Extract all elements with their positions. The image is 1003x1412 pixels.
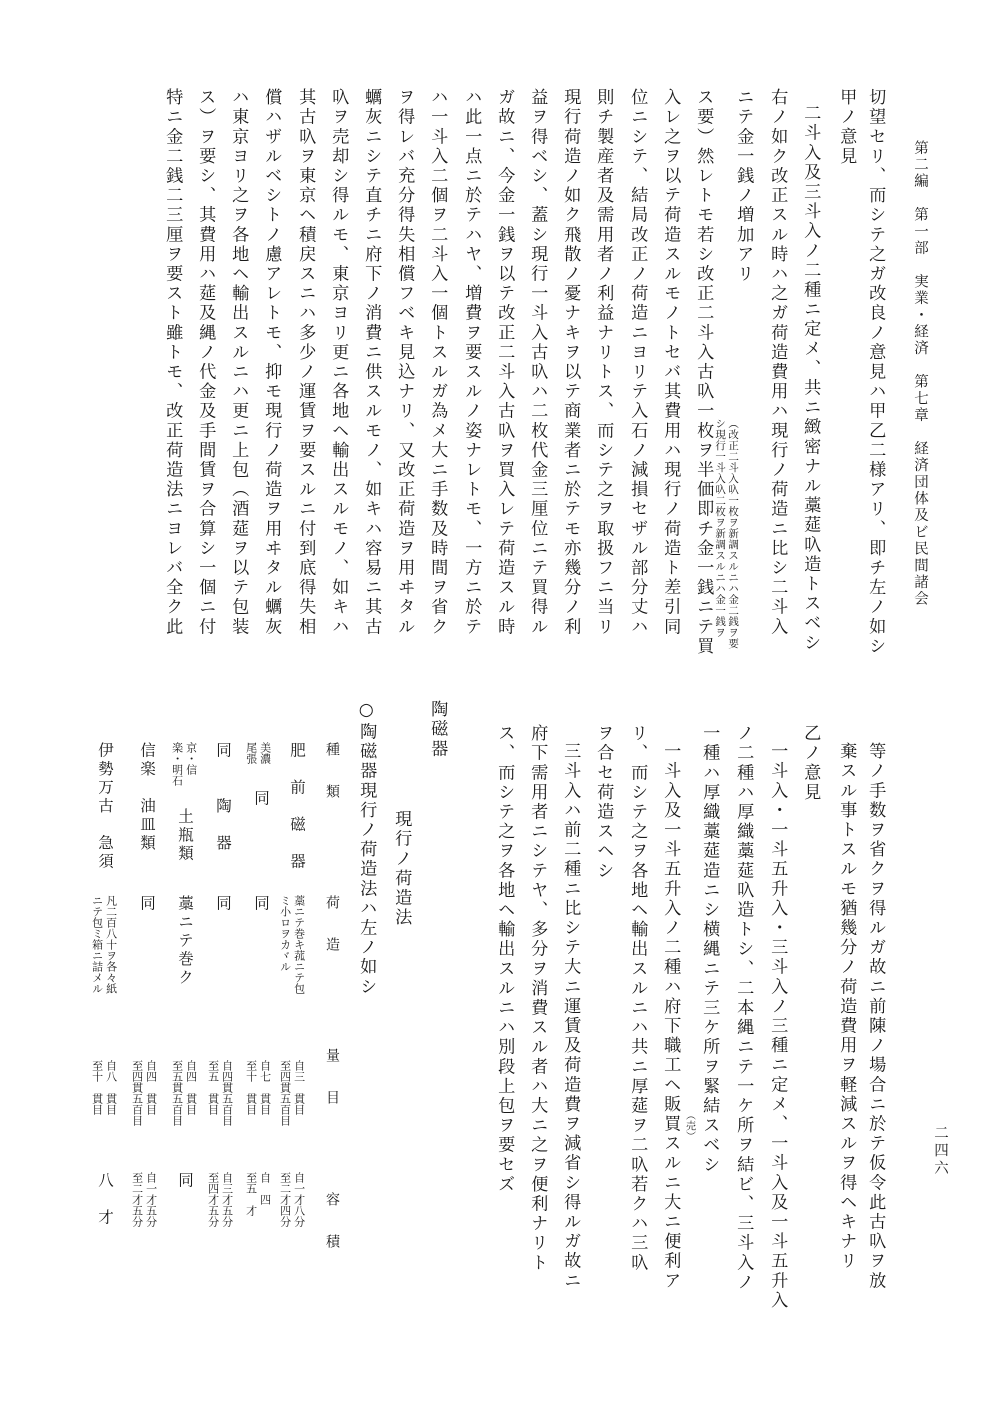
table-header: 種 類 bbox=[324, 742, 340, 798]
text-column: 則チ製産者及需用者ノ利益ナリトス、而シテ之ヲ取扱フニ当リ bbox=[593, 88, 614, 637]
table-header: 量 目 bbox=[324, 1048, 340, 1104]
text-column-with-note bbox=[733, 88, 754, 284]
note-line: （改正二斗入叺一枚ヲ新調スルニハ金二銭ヲ要 bbox=[727, 418, 740, 649]
table-kind: 同 陶 器 bbox=[214, 742, 232, 853]
text-column: ○陶磁器現行ノ荷造法ハ左ノ如シ bbox=[356, 700, 377, 997]
text-column: 償ハザルベシトノ慮アレトモ、抑モ現行ノ荷造ヲ用ヰタル蠣灰 bbox=[261, 88, 282, 637]
table-volume: 至五 才 bbox=[244, 1172, 258, 1216]
table-kind-sub: 尾張 bbox=[244, 742, 258, 764]
text-column: 一種ハ厚織藁莚造ニシ横縄ニテ三ケ所ヲ緊結スベシ bbox=[699, 724, 720, 1175]
section-heading: 乙ノ意見 bbox=[800, 724, 821, 803]
table-weight: 自三 貫目 bbox=[292, 1060, 306, 1115]
table-weight: 至四貫五百目 bbox=[130, 1060, 144, 1126]
table-volume: 至四才五分 bbox=[206, 1172, 220, 1227]
table-volume: 同 bbox=[176, 1172, 194, 1191]
text-column: ノ二種ハ厚織藁莚叺造トシ、二本縄ニテ一ケ所ヲ結ビ、三斗入ノ bbox=[733, 724, 754, 1293]
text-column: 棄スル事トスルモ猶幾分ノ荷造費用ヲ軽減スルヲ得ヘキナリ bbox=[836, 742, 857, 1272]
text-run: ニテ金一銭ノ増加アリ bbox=[733, 88, 754, 284]
text-column: ヲ得レバ充分得失相償フベキ見込ナリ、又改正荷造ヲ用ヰタル bbox=[394, 88, 415, 637]
table-pack: ミ小ロヲカヾル bbox=[278, 895, 292, 972]
table-volume: 自一才八分 bbox=[292, 1172, 306, 1227]
text-column: 一斗入及一斗五升入ノ二種ハ府下職工ヘ販買スルニ大ニ便利ア bbox=[660, 742, 681, 1291]
table-kind-sub: 美濃 bbox=[258, 742, 272, 764]
text-column: ス）ヲ要シ、其費用ハ莚及縄ノ代金及手間賃ヲ合算シ一個ニ付 bbox=[195, 88, 216, 637]
table-weight: 至十 貫目 bbox=[244, 1060, 258, 1115]
text-column: 府下需用者ニシテヤ、多分ヲ消費スル者ハ大ニ之ヲ便利ナリト bbox=[527, 724, 548, 1273]
text-column: 右ノ如ク改正スル時ハ之ガ荷造費用ハ現行ノ荷造ニ比シ二斗入 bbox=[767, 88, 788, 637]
section-heading: 甲ノ意見 bbox=[836, 88, 857, 167]
table-header: 荷 造 bbox=[324, 895, 340, 951]
text-column: ハ一斗入二個ヲ二斗入一個トスルガ為メ大ニ手数及時間ヲ省ク bbox=[427, 88, 448, 637]
sub-heading: 現行ノ荷造法 bbox=[391, 810, 412, 928]
table-weight: 自四 貫目 bbox=[144, 1060, 158, 1115]
table-kind: 同 bbox=[252, 790, 270, 809]
table-pack: 同 bbox=[138, 895, 156, 914]
table-volume: 自三才五分 bbox=[220, 1172, 234, 1227]
table-pack: 凡二百八十ヲ各々紙 bbox=[104, 895, 118, 994]
table-kind-sub: 楽・明石 bbox=[170, 742, 184, 786]
table-volume: 至二才五分 bbox=[130, 1172, 144, 1227]
table-weight: 自七 貫目 bbox=[258, 1060, 272, 1115]
text-column: 益ヲ得ベシ、蓋シ現行一斗入古叺ハ二枚代金三厘位ニテ買得ル bbox=[527, 88, 548, 637]
table-volume: 至二才四分 bbox=[278, 1172, 292, 1227]
text-column: 位ニシテ、結局改正ノ荷造ニヨリテ入石ノ減損セザル部分丈ハ bbox=[627, 88, 648, 637]
table-weight: 至四貫五百目 bbox=[278, 1060, 292, 1126]
text-column: 入レ之ヲ以テ荷造スルモノトセバ其費用ハ現行ノ荷造ト差引同 bbox=[660, 88, 681, 637]
table-weight: 至五 貫目 bbox=[206, 1060, 220, 1115]
table-pack: ニテ包ミ箱ニ詰メル bbox=[90, 895, 104, 994]
table-volume: 自一才五分 bbox=[144, 1172, 158, 1227]
text-column: 其古叺ヲ東京ヘ積戻スニハ多少ノ運賃ヲ要スルニ付到底得失相 bbox=[295, 88, 316, 637]
table-volume: 自 四 bbox=[258, 1172, 272, 1205]
text-column: 三斗入ハ前二種ニ比シテ大ニ運賃及荷造費ヲ減省シ得ルガ故ニ bbox=[560, 742, 581, 1291]
table-weight: 至五貫五百目 bbox=[170, 1060, 184, 1126]
text-column: 蠣灰ニシテ直チニ府下ノ消費ニ供スルモノ、如キハ容易ニ其古 bbox=[361, 88, 382, 637]
table-header: 容 積 bbox=[324, 1192, 340, 1248]
table-pack: 藁ニテ巻キ菰ニテ包 bbox=[292, 895, 306, 994]
text-column: ハ此一点ニ於テハヤ、増費ヲ要スルノ姿ナレトモ、一方ニ於テ bbox=[461, 88, 482, 637]
text-column: 二斗入及三斗入ノ二種ニ定メ、共ニ緻密ナル藁莚叺造トスベシ bbox=[800, 104, 821, 653]
table-weight: 自八 貫目 bbox=[104, 1060, 118, 1115]
table-pack: 同 bbox=[252, 895, 270, 914]
table-kind: 土瓶類 bbox=[176, 808, 194, 864]
text-column: リ、而シテ之ヲ各地ヘ輸出スルニハ共ニ厚莚ヲ二叺若クハ三叺 bbox=[627, 724, 648, 1273]
text-column: ハ東京ヨリ之ヲ各地ヘ輸出スルニハ更ニ上包（酒莚ヲ以テ包装 bbox=[228, 88, 249, 637]
table-pack: 同 bbox=[214, 895, 232, 914]
note-line: シ現行一斗入叺二枚ヲ新調スルニハ金一銭ヲ bbox=[714, 418, 727, 638]
text-column: 現行荷造ノ如ク飛散ノ憂ナキヲ以テ商業者ニ於テモ亦幾分ノ利 bbox=[560, 88, 581, 637]
ruby-note: （売） bbox=[683, 1110, 695, 1142]
text-column: 切望セリ、而シテ之ガ改良ノ意見ハ甲乙二様アリ、即チ左ノ如シ bbox=[865, 88, 886, 657]
table-kind: 伊勢万古 急須 bbox=[96, 742, 114, 872]
table-kind-sub: 京・信 bbox=[184, 742, 198, 775]
text-column: 等ノ手数ヲ省クヲ得ルガ故ニ前陳ノ場合ニ於テ仮令此古叺ヲ放 bbox=[865, 742, 886, 1291]
text-column: 叺ヲ売却シ得ルモ、東京ヨリ更ニ各地ヘ輸出スルモノ、如キハ bbox=[328, 88, 349, 637]
text-column: ガ故ニ、今金一銭ヲ以テ改正二斗入古叺ヲ買入レテ荷造スル時 bbox=[494, 88, 515, 637]
text-column: 一斗入・一斗五升入・三斗入ノ三種ニ定メ、一斗入及一斗五升入 bbox=[767, 742, 788, 1311]
page-number: 二四六 bbox=[932, 1125, 948, 1178]
text-column: 特ニ金二銭二三厘ヲ要スト雖トモ、改正荷造法ニヨレバ全ク此 bbox=[162, 88, 183, 637]
table-pack: 藁ニテ巻ク bbox=[176, 895, 194, 988]
table-weight: 自四 貫目 bbox=[184, 1060, 198, 1115]
table-kind: 肥 前 磁 器 bbox=[288, 742, 306, 872]
text-column: ス要）然レトモ若シ改正二斗入古叺一枚ヲ半価即チ金一銭ニテ買 bbox=[693, 88, 714, 657]
page-header: 第二編 第一部 実業・経済 第七章 経済団体及ビ民間諸会 bbox=[912, 140, 928, 608]
text-column: ス、而シテ之ヲ各地ヘ輸出スルニハ別段上包ヲ要セズ bbox=[494, 724, 515, 1195]
table-kind: 信楽 油皿類 bbox=[138, 742, 156, 853]
text-column: ヲ合セ荷造スヘシ bbox=[593, 724, 614, 881]
table-weight: 自四貫五百目 bbox=[220, 1060, 234, 1126]
table-volume: 八 才 bbox=[96, 1172, 114, 1228]
table-weight: 至十 貫目 bbox=[90, 1060, 104, 1115]
section-heading: 陶磁器 bbox=[427, 700, 448, 759]
